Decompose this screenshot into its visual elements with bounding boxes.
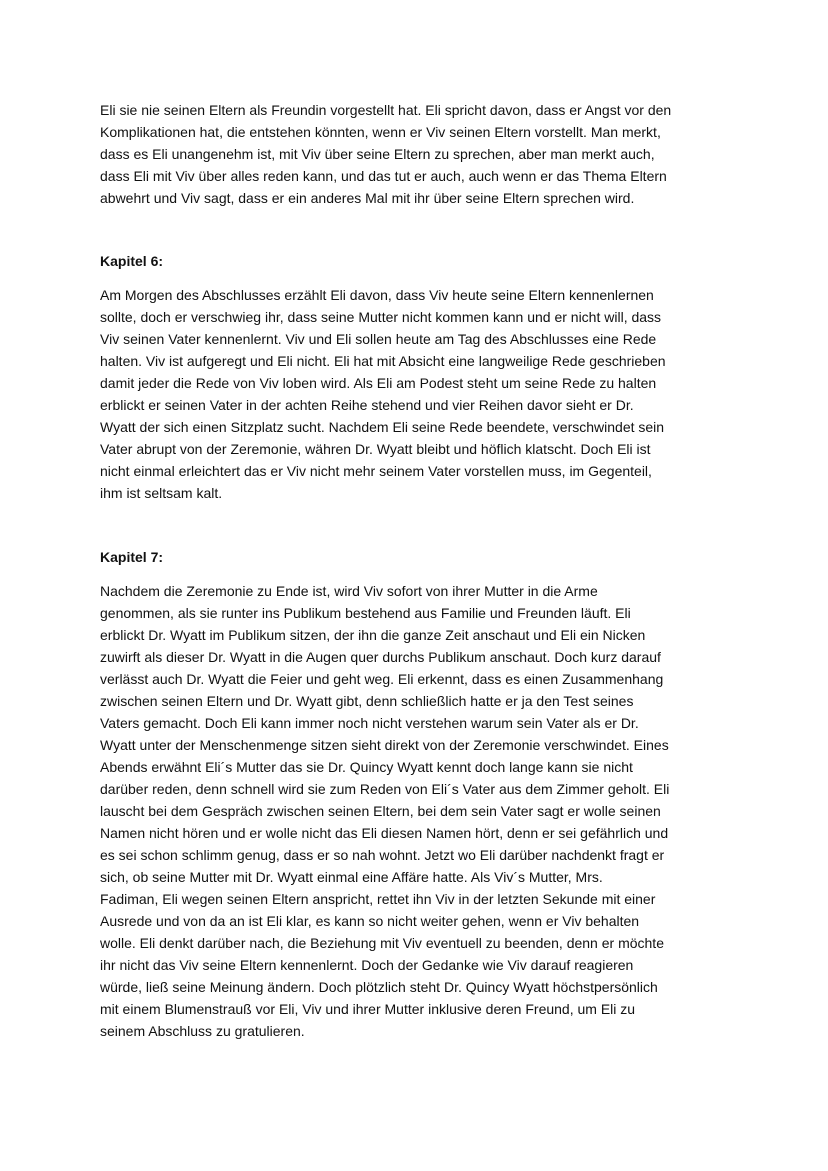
text-line: verlässt auch Dr. Wyatt die Feier und geht weg. Eli erkennt, dass es einen Zusammenhang xyxy=(100,671,664,687)
text-line: erblickt Dr. Wyatt im Publikum sitzen, der ihn die ganze Zeit anschaut und Eli ein Nicken xyxy=(100,627,646,643)
text-line: sollte, doch er verschwieg ihr, dass seine Mutter nicht kommen kann und er nicht will, dass xyxy=(100,309,662,325)
text-line: Vaters gemacht. Doch Eli kann immer noch nicht verstehen warum sein Vater als er Dr. xyxy=(100,715,639,731)
text-line: Wyatt unter der Menschenmenge sitzen sieht direkt von der Zeremonie verschwindet. Eines xyxy=(100,737,669,753)
text-line: abwehrt und Viv sagt, dass er ein anderes Mal mit ihr über seine Eltern sprechen wird. xyxy=(100,190,635,206)
text-line: dass Eli mit Viv über alles reden kann, und das tut er auch, auch wenn er das Thema Eltern xyxy=(100,168,667,184)
text-line: lauscht bei dem Gespräch zwischen seinen Eltern, bei dem sein Vater sagt er wolle seinen xyxy=(100,803,661,819)
text-line: Komplikationen hat, die entstehen könnten, wenn er Viv seinen Eltern vorstellt. Man merkt, xyxy=(100,124,661,140)
text-line: zwischen seinen Eltern und Dr. Wyatt gibt, denn schließlich hatte er ja den Test seines xyxy=(100,693,634,709)
text-line: erblickt er seinen Vater in der achten Reihe stehend und vier Reihen davor sieht er Dr. xyxy=(100,397,634,413)
text-line: Fadiman, Eli wegen seinen Eltern anspricht, rettet ihn Viv in der letzten Sekunde mit einer xyxy=(100,891,656,907)
chapter-7-paragraph xyxy=(100,580,736,1042)
text-line: halten. Viv ist aufgeregt und Eli nicht. Eli hat mit Absicht eine langweilige Rede geschrieben xyxy=(100,353,666,369)
text-line: Am Morgen des Abschlusses erzählt Eli davon, dass Viv heute seine Eltern kennenlernen xyxy=(100,287,654,303)
text-line: ihr nicht das Viv seine Eltern kennenlernt. Doch der Gedanke wie Viv darauf reagieren xyxy=(100,957,634,973)
text-line: es sei schon schlimm genug, dass er so nah wohnt. Jetzt wo Eli darüber nachdenkt fragt er xyxy=(100,847,665,863)
text-line: Nachdem die Zeremonie zu Ende ist, wird Viv sofort von ihrer Mutter in die Arme xyxy=(100,583,598,599)
text-line: Namen nicht hören und er wolle nicht das Eli diesen Namen hört, denn er sei gefährlich und xyxy=(100,825,669,841)
chapter-6-paragraph xyxy=(100,284,736,504)
text-line: Abends erwähnt Eli´s Mutter das sie Dr. Quincy Wyatt kennt doch lange kann sie nicht xyxy=(100,759,633,775)
text-line: seinem Abschluss zu gratulieren. xyxy=(100,1023,305,1039)
text-line: Ausrede und von da an ist Eli klar, es kann so nicht weiter gehen, wenn er Viv behalten xyxy=(100,913,640,929)
text-line: Eli sie nie seinen Eltern als Freundin vorgestellt hat. Eli spricht davon, dass er Angst vor den xyxy=(100,102,672,118)
chapter-6-heading: Kapitel 6: xyxy=(100,253,164,269)
text-line: sich, ob seine Mutter mit Dr. Wyatt einmal eine Affäre hatte. Als Viv´s Mutter, Mrs. xyxy=(100,869,603,885)
text-line: Viv seinen Vater kennenlernt. Viv und Eli sollen heute am Tag des Abschlusses eine Rede xyxy=(100,331,657,347)
spacer xyxy=(100,209,736,250)
spacer xyxy=(100,272,736,284)
text-line: darüber reden, denn schnell wird sie zum Reden von Eli´s Vater aus dem Zimmer geholt. Eli xyxy=(100,781,670,797)
text-line: dass es Eli unangenehm ist, mit Viv über seine Eltern zu sprechen, aber man merkt auch, xyxy=(100,146,655,162)
text-line: nicht einmal erleichtert das er Viv nicht mehr seinem Vater vorstellen muss, im Gegenteil, xyxy=(100,463,652,479)
text-line: genommen, als sie runter ins Publikum bestehend aus Familie und Freunden läuft. Eli xyxy=(100,605,631,621)
text-line: zuwirft als dieser Dr. Wyatt in die Augen quer durchs Publikum anschaut. Doch kurz darauf xyxy=(100,649,661,665)
text-line: Wyatt der sich einen Sitzplatz sucht. Nachdem Eli seine Rede beendete, verschwindet sein xyxy=(100,419,665,435)
text-line: wolle. Eli denkt darüber nach, die Beziehung mit Viv eventuell zu beenden, denn er möchte xyxy=(100,935,664,951)
spacer xyxy=(100,568,736,580)
intro-paragraph xyxy=(100,99,736,209)
text-line: Vater abrupt von der Zeremonie, währen Dr. Wyatt bleibt und höflich klatscht. Doch Eli ist xyxy=(100,441,651,457)
text-line: ihm ist seltsam kalt. xyxy=(100,485,223,501)
text-line: mit einem Blumenstrauß vor Eli, Viv und ihrer Mutter inklusive deren Freund, um Eli zu xyxy=(100,1001,636,1017)
document-page xyxy=(100,99,736,1042)
text-line: damit jeder die Rede von Viv loben wird. Als Eli am Podest steht um seine Rede zu halten xyxy=(100,375,657,391)
text-line: würde, ließ seine Meinung ändern. Doch plötzlich steht Dr. Quincy Wyatt höchstpersönlich xyxy=(100,979,658,995)
spacer xyxy=(100,504,736,546)
chapter-7-heading: Kapitel 7: xyxy=(100,549,164,565)
